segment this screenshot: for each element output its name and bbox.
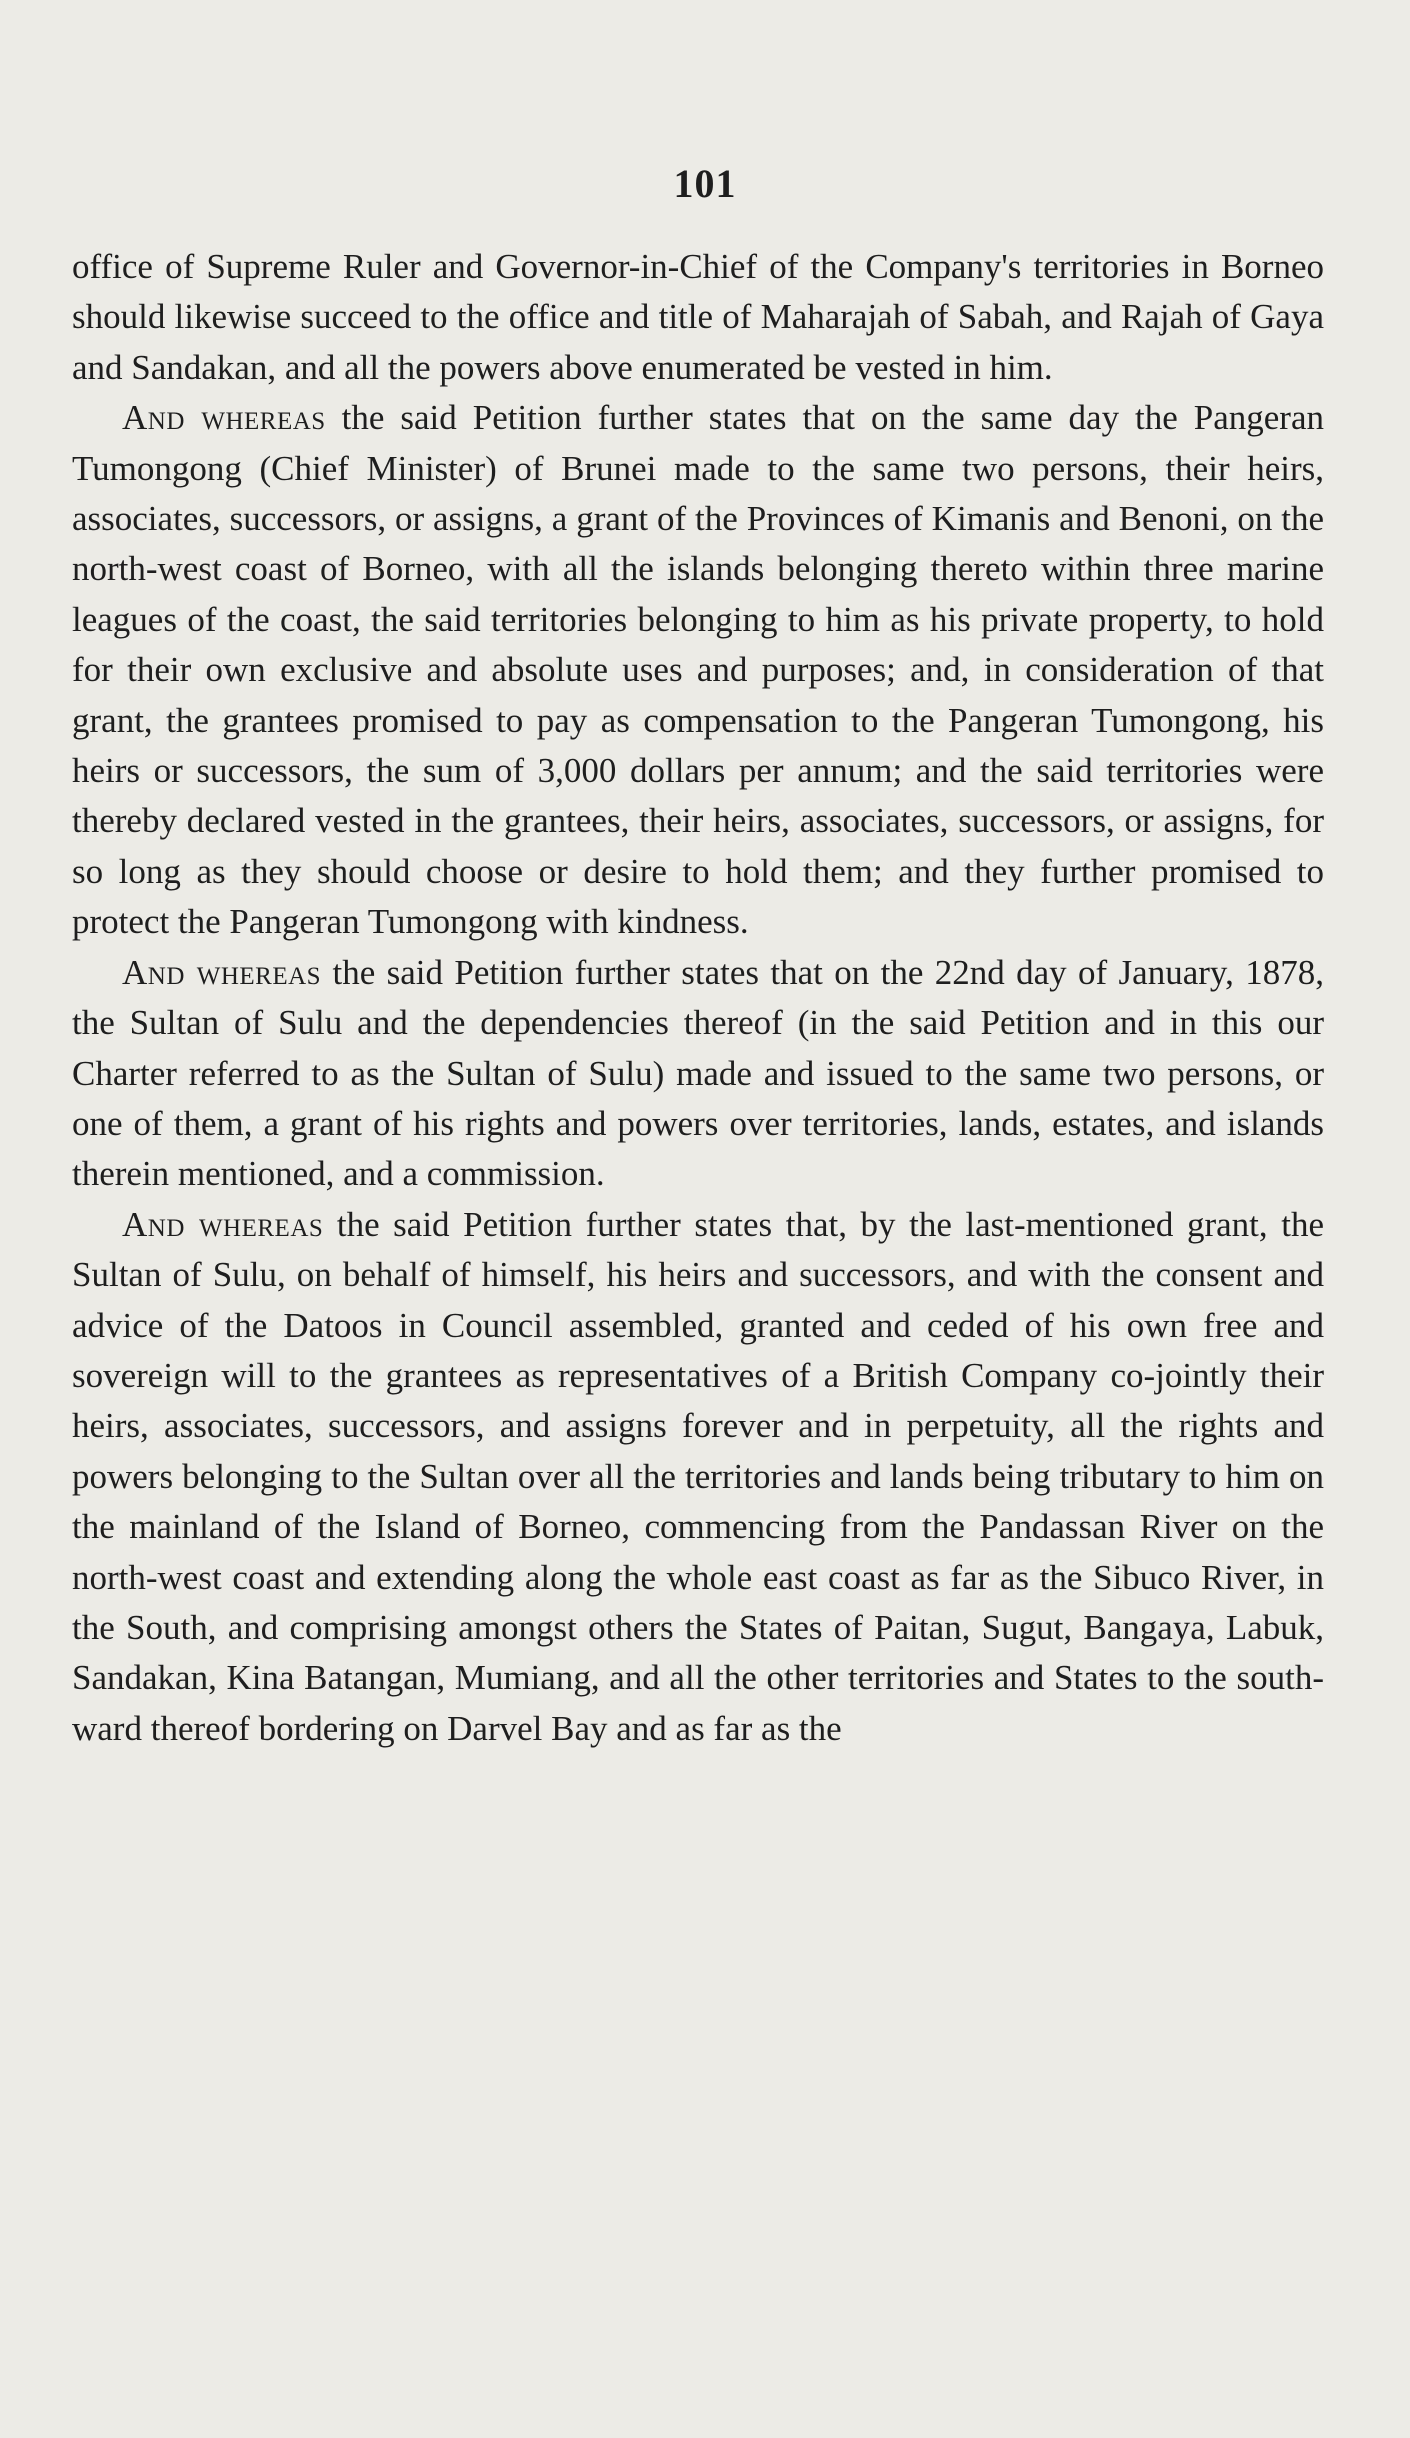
paragraph-4 bbox=[72, 1200, 1324, 1754]
paragraph-1 bbox=[72, 242, 1324, 393]
paragraph-1-text: office of Supreme Ruler and Governor-in-Chief of the Company's territories in Borneo should likewise succeed to the office and title of Maharajah of Sabah, and Rajah of Gaya and Sandakan, and all the powers above enumerated be vested in him. bbox=[72, 247, 1324, 387]
paragraph-4-text: the said Petition further states that, by the last-mentioned grant, the Sultan of Sulu, on behalf of himself, his heirs and successors, and with the consent and advice of the Datoos in Council assembled, granted and ceded of his own free and sovereign will to the grantees as representatives of a British Company co-jointly their heirs, associates, successors, and assigns forever and in perpetuity, all the rights and powers belonging to the Sultan over all the territories and lands being tributary to him on the mainland of the Island of Borneo, commencing from the Pandassan River on the north-west coast and extending along the whole east coast as far as the Sibuco River, in the South, and comprising amongst others the States of Paitan, Sugut, Bangaya, Labuk, Sandakan, Kina Batangan, Mumiang, and all the other territories and States to the southward thereof bordering on Darvel Bay and as far as the bbox=[72, 1204, 1324, 1748]
paragraph-3 bbox=[72, 948, 1324, 1200]
paragraph-2-text: the said Petition further states that on the same day the Pangeran Tumongong (Chief Minister) of Brunei made to the same two persons, their heirs, associates, successors, or assigns, a grant of the Provinces of Kimanis and Benoni, on the north-west coast of Borneo, with all the islands belonging thereto within three marine leagues of the coast, the said territories belonging to him as his private property, to hold for their own exclusive and absolute uses and purposes; and, in consideration of that grant, the grantees promised to pay as compensation to the Pangeran Tumongong, his heirs or successors, the sum of 3,000 dollars per annum; and the said territories were thereby declared vested in the grantees, their heirs, associates, successors, or assigns, for so long as they should choose or desire to hold them; and they further promised to protect the Pangeran Tumongong with kindness. bbox=[72, 398, 1324, 942]
page-number: 101 bbox=[673, 161, 737, 206]
paragraph-3-text: the said Petition further states that on the 22nd day of January, 1878, the Sultan of Sulu and the dependencies thereof (in the said Petition and in this our Charter referred to as the Sultan of Sulu) made and issued to the same two persons, or one of them, a grant of his rights and powers over territories, lands, estates, and islands therein mentioned, and a commission. bbox=[72, 952, 1324, 1194]
paragraph-3-lead: And whereas bbox=[122, 952, 322, 992]
body-text bbox=[72, 242, 1324, 1754]
paragraph-2-lead: And whereas bbox=[122, 398, 326, 438]
paragraph-4-lead: And whereas bbox=[122, 1204, 324, 1244]
paragraph-2 bbox=[72, 393, 1324, 947]
